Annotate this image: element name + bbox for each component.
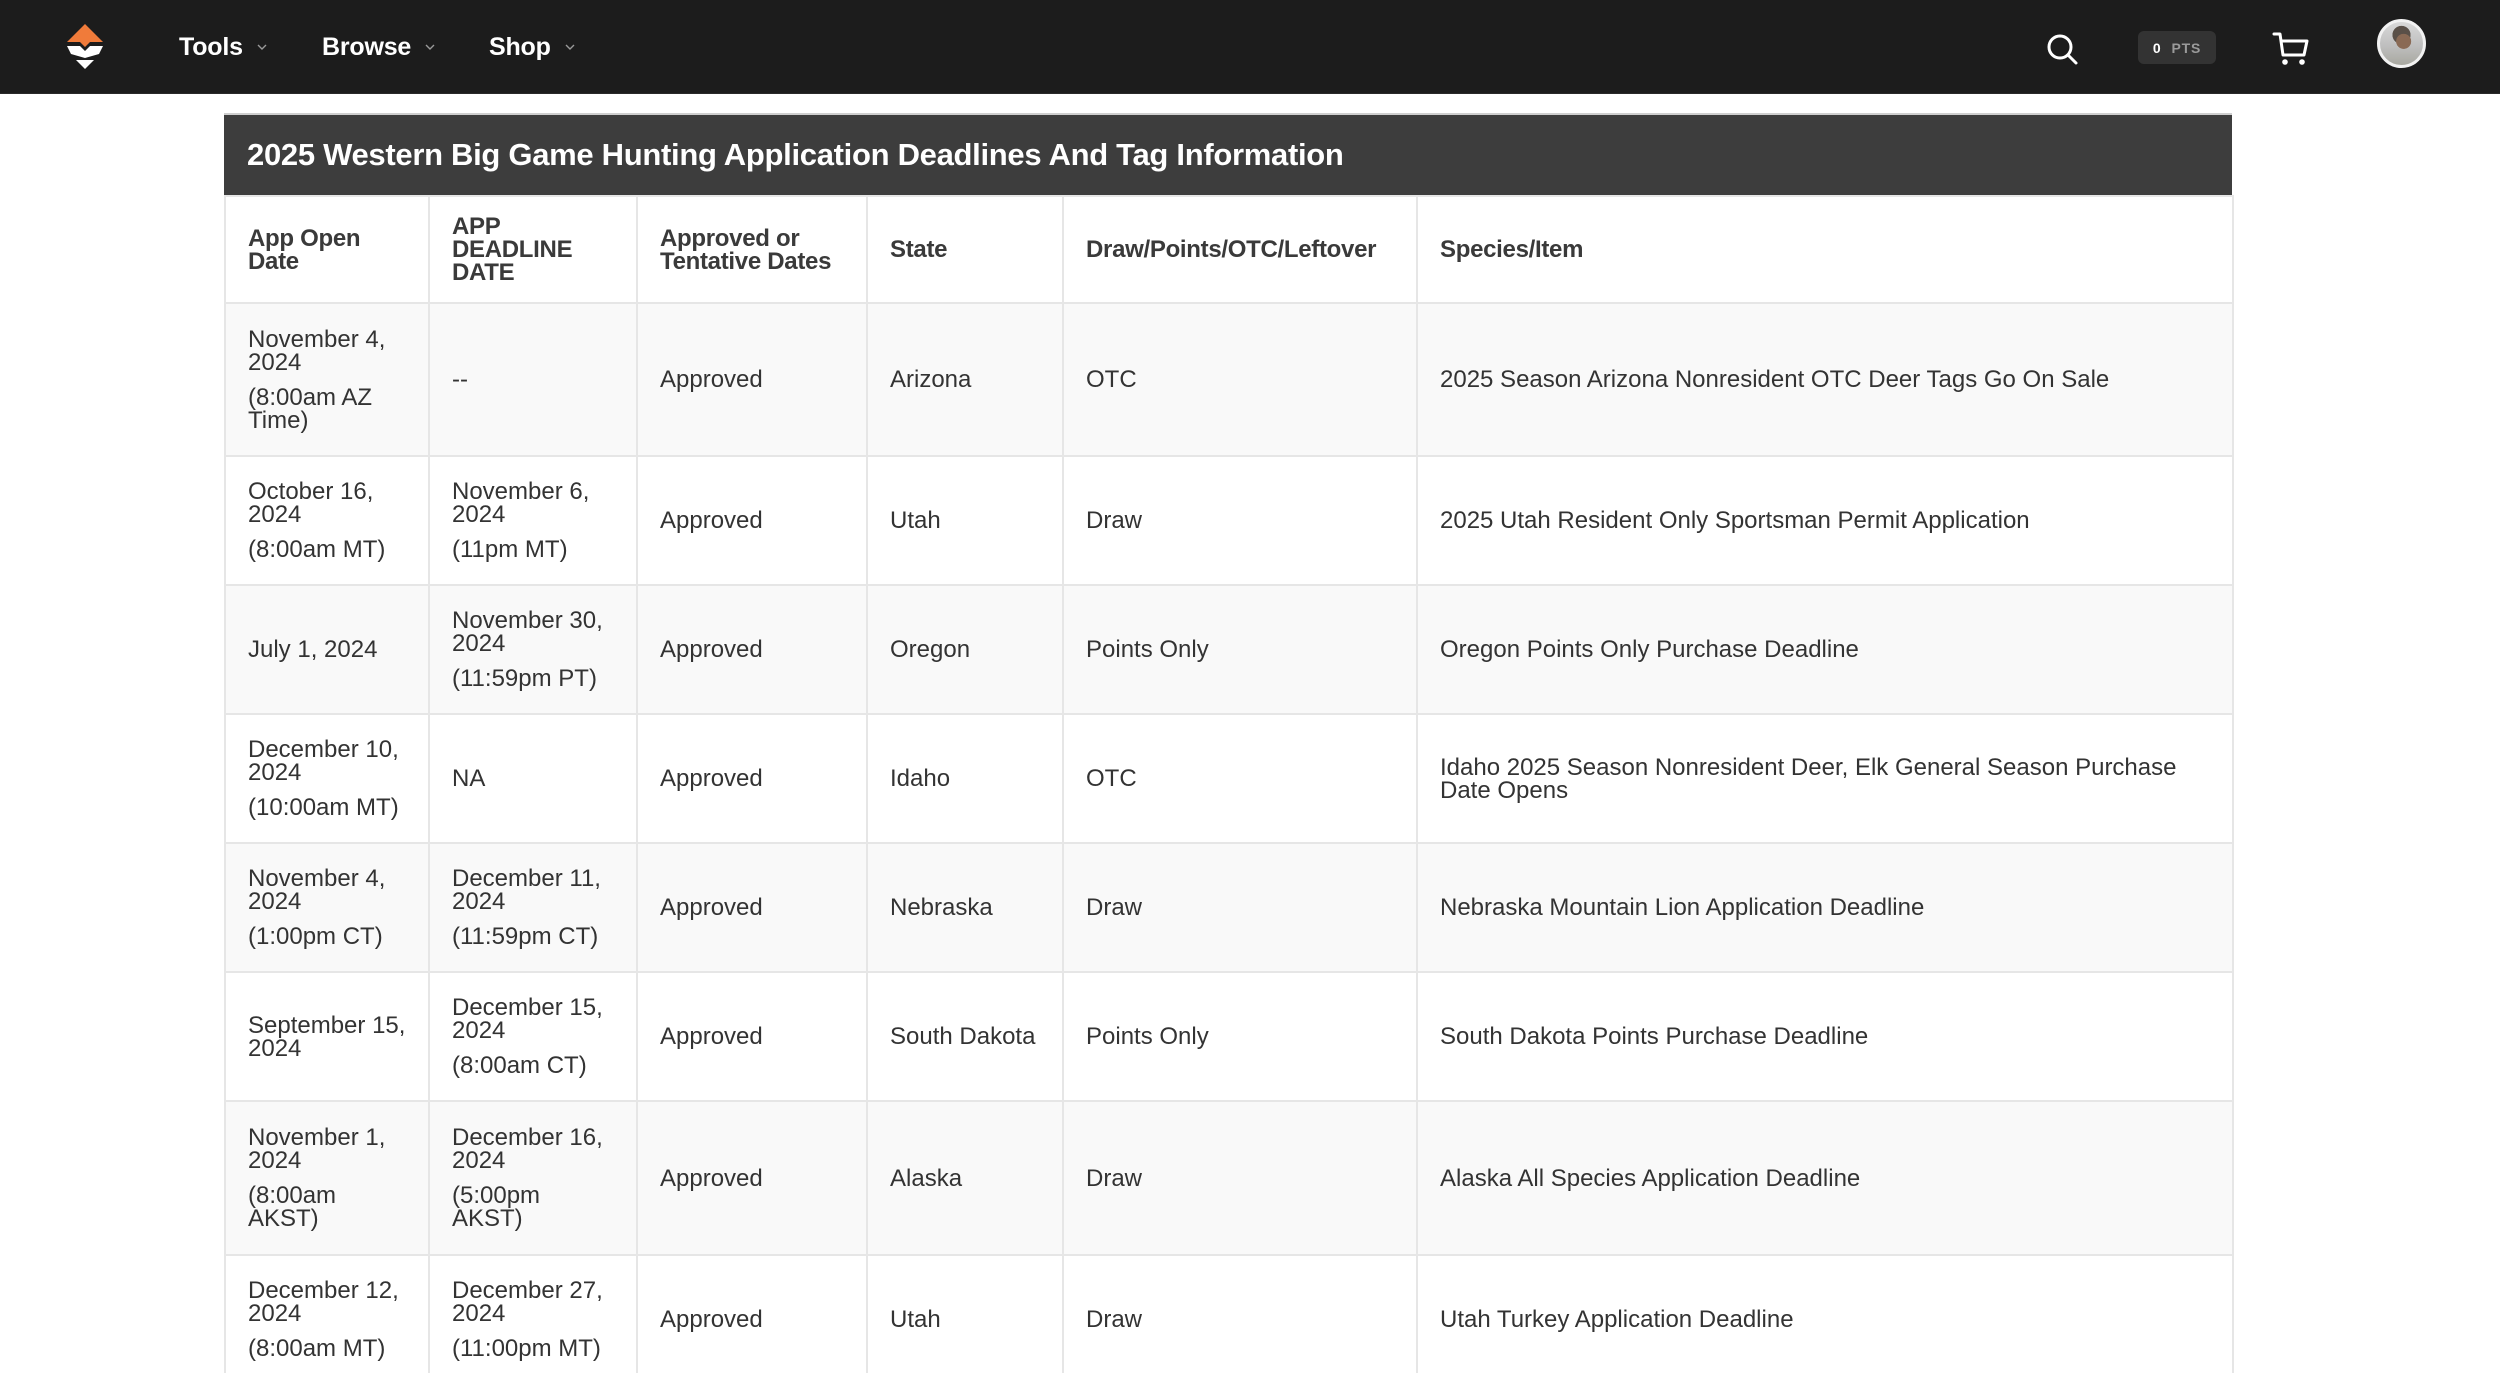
table-row (225, 1101, 2233, 1255)
points-badge[interactable] (2138, 31, 2216, 64)
cell-species: Alaska All Species Application Deadline (1417, 1101, 2233, 1255)
table-row (225, 1255, 2233, 1373)
column-header-draw-type: Draw/Points/OTC/Leftover (1063, 196, 1417, 303)
cell-species: Nebraska Mountain Lion Application Deadline (1417, 843, 2233, 972)
cell-species: 2025 Season Arizona Nonresident OTC Deer Tags Go On Sale (1417, 303, 2233, 456)
user-avatar[interactable] (2377, 19, 2426, 68)
cell-open-date: November 1, 2024 (8:00am AKST) (225, 1101, 429, 1255)
cell-state: Idaho (867, 714, 1063, 843)
cell-status: Approved (637, 972, 867, 1101)
chevron-down-icon (257, 42, 267, 52)
chevron-down-icon (425, 42, 435, 52)
column-header-app-deadline-date: APP DEADLINE DATE (429, 196, 637, 303)
cell-status: Approved (637, 585, 867, 714)
cell-status: Approved (637, 843, 867, 972)
cell-open-date: December 12, 2024 (8:00am MT) (225, 1255, 429, 1373)
cell-type: Draw (1063, 1101, 1417, 1255)
cell-type: Draw (1063, 456, 1417, 585)
table-title: 2025 Western Big Game Hunting Application Deadlines And Tag Information (247, 137, 1344, 172)
chevron-down-icon (565, 42, 575, 52)
cell-state: Nebraska (867, 843, 1063, 972)
cell-deadline-date: NA (429, 714, 637, 843)
cell-open-date: July 1, 2024 (225, 585, 429, 714)
cell-open-date: September 15, 2024 (225, 972, 429, 1101)
search-button[interactable] (2044, 31, 2080, 67)
cart-icon (2272, 31, 2310, 67)
cell-deadline-date: December 15, 2024 (8:00am CT) (429, 972, 637, 1101)
cell-state: Alaska (867, 1101, 1063, 1255)
cell-state: Arizona (867, 303, 1063, 456)
deadlines-table (224, 195, 2234, 1373)
cell-status: Approved (637, 1255, 867, 1373)
cart-button[interactable] (2272, 31, 2310, 67)
cell-deadline-date: December 16, 2024 (5:00pm AKST) (429, 1101, 637, 1255)
column-header-app-open-date: App Open Date (225, 196, 429, 303)
cell-deadline-date: December 27, 2024 (11:00pm MT) (429, 1255, 637, 1373)
table-header-row (225, 196, 2233, 303)
nav-shop-label: Shop (489, 32, 551, 61)
cell-type: OTC (1063, 303, 1417, 456)
cell-species: Utah Turkey Application Deadline (1417, 1255, 2233, 1373)
cell-open-date: October 16, 2024 (8:00am MT) (225, 456, 429, 585)
nav-browse-label: Browse (322, 32, 412, 61)
cell-state: Utah (867, 1255, 1063, 1373)
deadlines-table-section (224, 113, 2232, 1373)
cell-type: Points Only (1063, 972, 1417, 1101)
table-title-bar (224, 113, 2232, 195)
cell-species: Oregon Points Only Purchase Deadline (1417, 585, 2233, 714)
column-header-approved-tentative: Approved or Tentative Dates (637, 196, 867, 303)
search-icon (2044, 31, 2080, 67)
cell-open-date: November 4, 2024 (8:00am AZ Time) (225, 303, 429, 456)
cell-status: Approved (637, 714, 867, 843)
nav-tools-label: Tools (179, 32, 243, 61)
cell-species: 2025 Utah Resident Only Sportsman Permit Application (1417, 456, 2233, 585)
cell-species: South Dakota Points Purchase Deadline (1417, 972, 2233, 1101)
cell-status: Approved (637, 303, 867, 456)
points-value: 0 (2152, 39, 2162, 56)
table-row (225, 843, 2233, 972)
cell-type: Draw (1063, 843, 1417, 972)
cell-species: Idaho 2025 Season Nonresident Deer, Elk General Season Purchase Date Opens (1417, 714, 2233, 843)
table-row (225, 585, 2233, 714)
cell-state: Utah (867, 456, 1063, 585)
cell-status: Approved (637, 1101, 867, 1255)
cell-status: Approved (637, 456, 867, 585)
nav-shop-menu[interactable] (489, 0, 575, 94)
column-header-state: State (867, 196, 1063, 303)
table-row (225, 714, 2233, 843)
nav-browse-menu[interactable] (322, 0, 435, 94)
top-nav (0, 0, 2500, 94)
cell-deadline-date: December 11, 2024 (11:59pm CT) (429, 843, 637, 972)
cell-open-date: December 10, 2024 (10:00am MT) (225, 714, 429, 843)
table-row (225, 303, 2233, 456)
cell-state: Oregon (867, 585, 1063, 714)
cell-deadline-date: November 6, 2024 (11pm MT) (429, 456, 637, 585)
cell-type: OTC (1063, 714, 1417, 843)
cell-deadline-date: November 30, 2024 (11:59pm PT) (429, 585, 637, 714)
logo-icon[interactable] (63, 24, 107, 70)
cell-type: Points Only (1063, 585, 1417, 714)
cell-type: Draw (1063, 1255, 1417, 1373)
cell-open-date: November 4, 2024 (1:00pm CT) (225, 843, 429, 972)
cell-deadline-date: -- (429, 303, 637, 456)
cell-state: South Dakota (867, 972, 1063, 1101)
table-row (225, 972, 2233, 1101)
nav-tools-menu[interactable] (179, 0, 267, 94)
points-label: PTS (2171, 39, 2202, 56)
column-header-species-item: Species/Item (1417, 196, 2233, 303)
table-row (225, 456, 2233, 585)
